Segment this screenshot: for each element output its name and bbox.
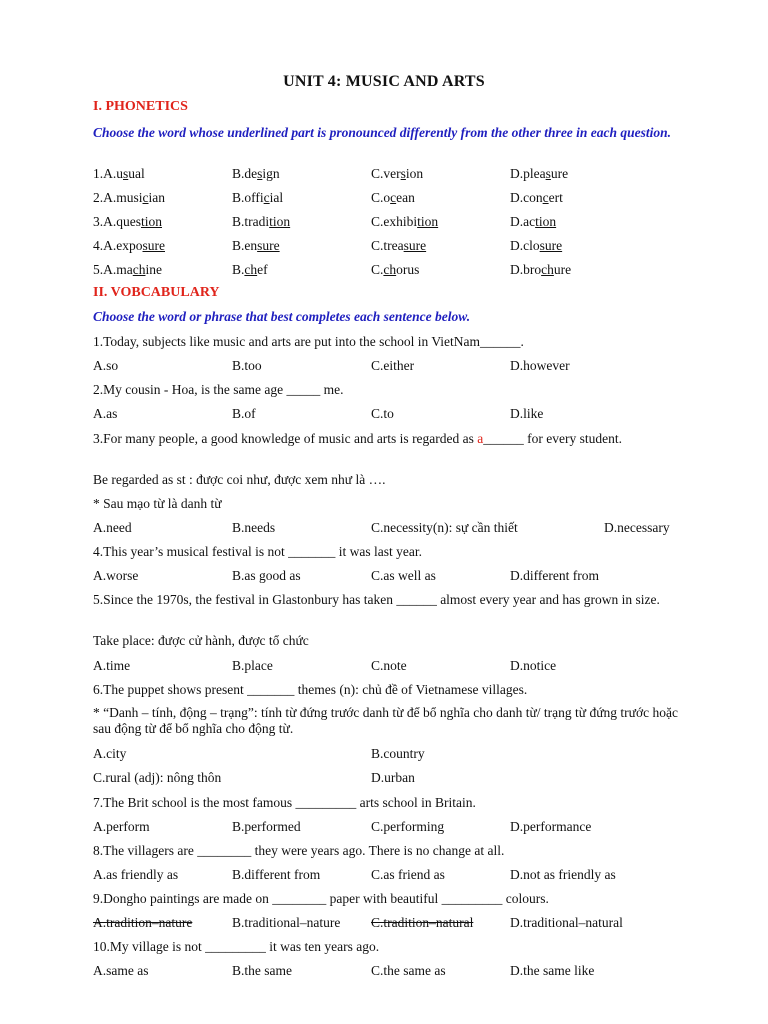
q2-option-a: A.as <box>93 406 118 421</box>
q7-option-c: C.performing <box>371 819 445 834</box>
q6-option-d: D.urban <box>371 770 415 785</box>
q6-option-c: C.rural (adj): nông thôn <box>93 770 222 785</box>
phonetics-q3-option-b: B.tradition <box>232 214 291 229</box>
question-10: 10.My village is not _________ it was ten years ago. <box>93 939 380 954</box>
q9-option-d: D.traditional–natural <box>510 915 623 930</box>
question-7: 7.The Brit school is the most famous _________ arts school in Britain. <box>93 795 476 810</box>
phonetics-q2-option-b: B.official <box>232 190 284 205</box>
page-title: UNIT 4: MUSIC AND ARTS <box>283 73 485 90</box>
section-heading-phonetics: I. PHONETICS <box>93 99 188 114</box>
question-4: 4.This year’s musical festival is not _______ it was last year. <box>93 544 422 559</box>
q1-option-d: D.however <box>510 358 570 373</box>
q1-option-a: A.so <box>93 358 119 373</box>
section-heading-vocabulary: II. VOBCABULARY <box>93 285 220 300</box>
underlined-part: sure <box>539 238 563 253</box>
question-2: 2.My cousin - Hoa, is the same age _____ me. <box>93 382 344 397</box>
q5-option-d: D.notice <box>510 658 557 673</box>
question-9: 9.Dongho paintings are made on ________ paper with beautiful _________ colours. <box>93 891 549 906</box>
q5-option-a: A.time <box>93 658 131 673</box>
q8-option-c: C.as friend as <box>371 867 445 882</box>
question-6-note: * “Danh – tính, động – trạng”: tính từ đứng trước danh từ để bổ nghĩa cho danh từ/ trạng từ đứng trước hoặc sau động từ để bổ nghĩa cho động từ. <box>93 705 678 736</box>
underlined-part: ch <box>541 262 554 277</box>
phonetics-q5-option-a: 5.A.machine <box>93 262 162 277</box>
underlined-part: s <box>545 166 551 181</box>
q2-option-b: B.of <box>232 406 256 421</box>
underlined-part: ch <box>244 262 258 277</box>
phonetics-q4-option-a: 4.A.exposure <box>93 238 165 253</box>
q7-option-b: B.performed <box>232 819 301 834</box>
q5-option-c: C.note <box>371 658 407 673</box>
underlined-part: s <box>123 166 129 181</box>
q4-option-b: B.as good as <box>232 568 301 583</box>
q8-option-b: B.different from <box>232 867 321 882</box>
underlined-part: sure <box>403 238 427 253</box>
question-5-note: Take place: được cử hành, được tổ chức <box>93 633 309 648</box>
q3-option-c: C.necessity(n): sự cần thiết <box>371 520 518 535</box>
q6-option-b: B.country <box>371 746 425 761</box>
underlined-part: c <box>390 190 397 205</box>
q7-option-d: D.performance <box>510 819 592 834</box>
phonetics-q3-option-d: D.action <box>510 214 557 229</box>
underlined-part: s <box>400 166 406 181</box>
q4-option-d: D.different from <box>510 568 599 583</box>
underlined-part: tion <box>535 214 557 229</box>
q10-option-c: C.the same as <box>371 963 446 978</box>
q1-option-b: B.too <box>232 358 262 373</box>
q4-option-a: A.worse <box>93 568 139 583</box>
question-8: 8.The villagers are ________ they were years ago. There is no change at all. <box>93 843 505 858</box>
underlined-part: tion <box>269 214 291 229</box>
q3-option-b: B.needs <box>232 520 276 535</box>
underlined-part: ch <box>383 262 397 277</box>
underlined-part: c <box>542 190 549 205</box>
question-3: 3.For many people, a good knowledge of music and arts is regarded as a______ for every student. <box>93 431 622 446</box>
q10-option-a: A.same as <box>93 963 149 978</box>
q9-option-b: B.traditional–nature <box>232 915 341 930</box>
phonetics-q4-option-b: B.ensure <box>232 238 280 253</box>
phonetics-q4-option-c: C.treasure <box>371 238 427 253</box>
phonetics-q2-option-a: 2.A.musician <box>93 190 166 205</box>
q10-option-d: D.the same like <box>510 963 595 978</box>
underlined-part: c <box>142 190 149 205</box>
highlighted-article: a <box>477 431 484 446</box>
phonetics-q5-option-b: B.chef <box>232 262 268 277</box>
q3-option-d: D.necessary <box>604 520 670 535</box>
vocabulary-instruction: Choose the word or phrase that best completes each sentence below. <box>93 309 471 324</box>
phonetics-q1-option-b: B.design <box>232 166 280 181</box>
underlined-part: tion <box>141 214 163 229</box>
phonetics-instruction: Choose the word whose underlined part is pronounced differently from the other three in each question. <box>93 125 672 140</box>
phonetics-q2-option-c: C.ocean <box>371 190 415 205</box>
phonetics-q1-option-c: C.version <box>371 166 424 181</box>
q6-option-a: A.city <box>93 746 127 761</box>
underlined-part: tion <box>417 214 439 229</box>
phonetics-q5-option-c: C.chorus <box>371 262 420 277</box>
question-1: 1.Today, subjects like music and arts are put into the school in VietNam______. <box>93 334 524 349</box>
phonetics-q1-option-d: D.pleasure <box>510 166 569 181</box>
q2-option-c: C.to <box>371 406 394 421</box>
q1-option-c: C.either <box>371 358 415 373</box>
underlined-part: sure <box>257 238 280 253</box>
underlined-part: c <box>263 190 270 205</box>
q7-option-a: A.perform <box>93 819 150 834</box>
q3-option-a: A.need <box>93 520 132 535</box>
q10-option-b: B.the same <box>232 963 292 978</box>
phonetics-q3-option-c: C.exhibition <box>371 214 439 229</box>
phonetics-q5-option-d: D.brochure <box>510 262 572 277</box>
q4-option-c: C.as well as <box>371 568 436 583</box>
question-3-note-2: * Sau mạo từ là danh từ <box>93 496 222 511</box>
phonetics-q2-option-d: D.concert <box>510 190 563 205</box>
question-6: 6.The puppet shows present _______ themes (n): chủ đề of Vietnamese villages. <box>93 682 528 697</box>
phonetics-q3-option-a: 3.A.question <box>93 214 163 229</box>
phonetics-q4-option-d: D.closure <box>510 238 563 253</box>
q2-option-d: D.like <box>510 406 544 421</box>
q5-option-b: B.place <box>232 658 273 673</box>
q8-option-a: A.as friendly as <box>93 867 179 882</box>
underlined-part: s <box>257 166 263 181</box>
underlined-part: ch <box>132 262 146 277</box>
underlined-part: sure <box>142 238 165 253</box>
q9-option-c: C.tradition–natural <box>371 915 474 930</box>
question-5: 5.Since the 1970s, the festival in Glastonbury has taken ______ almost every year and has grown in size. <box>93 592 660 607</box>
phonetics-q1-option-a: 1.A.usual <box>93 166 145 181</box>
question-3-note-1: Be regarded as st : được coi như, được xem như là …. <box>93 472 386 487</box>
q8-option-d: D.not as friendly as <box>510 867 616 882</box>
q9-option-a: A.tradition–nature <box>93 915 193 930</box>
